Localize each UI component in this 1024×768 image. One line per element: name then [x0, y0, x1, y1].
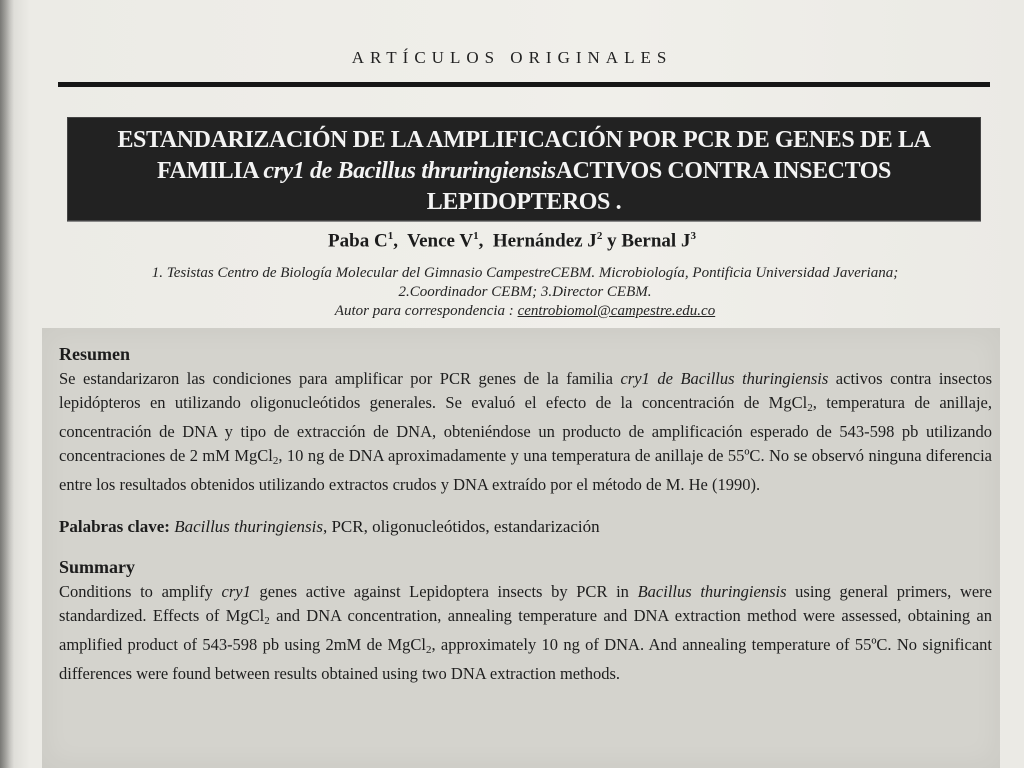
summary-subscript-1: 2: [264, 615, 270, 627]
article-title: [67, 125, 981, 218]
author-4: Bernal J: [621, 230, 691, 252]
summary-species-italic: Bacillus thuringiensis: [637, 582, 787, 601]
title-line-2-pre: FAMILIA: [157, 158, 264, 184]
summary-gene-italic: cry1: [221, 582, 251, 601]
affiliations: [60, 264, 990, 321]
title-species-italic: cry1 de Bacillus thruringiensis: [263, 158, 556, 184]
author-3: Hernández J: [492, 230, 597, 252]
keyword-species: Bacillus thuringiensis: [174, 517, 323, 536]
resumen-species-italic: cry1 de Bacillus thuringiensis: [620, 369, 829, 388]
resumen-text-2: activos contra insectos lepidópteros en utilizando oligonucleótidos generales. Se evaluó el efecto de la concentración de MgCl: [59, 369, 992, 412]
summary-text-5: , approximately 10 ng of DNA. And annealing temperature of 55ºC. No significant differences were found between results obtained using two DNA extraction methods.: [59, 635, 992, 683]
author-2: Vence V: [407, 230, 474, 252]
summary-subscript-2: 2: [425, 644, 432, 656]
keywords-label: Palabras clave:: [59, 517, 170, 536]
summary-text-1: Conditions to amplify: [59, 582, 222, 601]
keywords-line: [59, 517, 992, 537]
title-line-3: LEPIDOPTEROS .: [426, 189, 622, 215]
title-line-2: [67, 156, 981, 187]
author-1: Paba C: [328, 230, 388, 252]
keywords-rest: , PCR, oligonucleótidos, estandarización: [322, 517, 600, 536]
book-spine-shadow: [0, 0, 14, 768]
author-2-sup: 1: [473, 230, 479, 242]
author-list: [0, 230, 1024, 252]
abstract-box: [42, 328, 1000, 768]
affiliation-line-2: 2.Coordinador CEBM; 3.Director CEBM.: [398, 284, 652, 300]
author-conjunction: y: [607, 230, 617, 252]
summary-text-2: genes active against Lepidoptera insects by PCR in: [250, 582, 638, 601]
author-3-sup: 2: [596, 230, 603, 242]
correspondence-email[interactable]: centrobiomol@campestre.edu.co: [517, 303, 716, 319]
resumen-text-1: Se estandarizaron las condiciones para amplificar por PCR genes de la familia: [59, 369, 621, 388]
author-4-sup: 3: [690, 230, 696, 242]
resumen-text-4: , 10 ng de DNA aproximadamente y una temperatura de anillaje de 55ºC. No se observó ninguna diferencia entre los resultados obtenidos utilizando extractos crudos y DNA extraído por el método de M. He (1990).: [59, 446, 992, 494]
summary-text-3: using general primers, were standardized. Effects of MgCl: [59, 582, 992, 625]
title-banner: [67, 117, 981, 221]
affiliation-line-1: 1. Tesistas Centro de Biología Molecular del Gimnasio CampestreCEBM. Microbiología, Pontificia Universidad Javeriana;: [151, 265, 899, 281]
author-sep: ,: [478, 230, 484, 252]
summary-text: [59, 580, 992, 686]
section-heading: ARTÍCULOS ORIGINALES: [351, 48, 673, 67]
title-line-2-post: ACTIVOS CONTRA INSECTOS: [555, 158, 891, 184]
correspondence-line: [60, 302, 990, 321]
abstract-content: [59, 344, 992, 686]
summary-heading: Summary: [59, 557, 135, 577]
resumen-heading: Resumen: [59, 344, 130, 364]
resumen-text-3: , temperatura de anillaje, concentración de DNA y tipo de extracción de DNA, obteniéndose un producto de amplificación esperado de 543-598 pb utilizando concentraciones de 2 mM MgCl: [59, 393, 992, 465]
title-line-1: ESTANDARIZACIÓN DE LA AMPLIFICACIÓN POR PCR DE GENES DE LA: [117, 127, 931, 153]
resumen-subscript-1: 2: [807, 402, 813, 414]
author-sep: ,: [393, 230, 398, 252]
resumen-text: [59, 367, 992, 497]
correspondence-label: Autor para correspondencia :: [334, 303, 518, 319]
author-1-sup: 1: [387, 230, 394, 242]
header-rule: [58, 82, 990, 87]
resumen-subscript-2: 2: [272, 455, 279, 467]
summary-text-4: and DNA concentration, annealing temperature and DNA extraction method were assessed, obtaining an amplified product of 543-598 pb using 2mM de MgCl: [59, 606, 993, 654]
